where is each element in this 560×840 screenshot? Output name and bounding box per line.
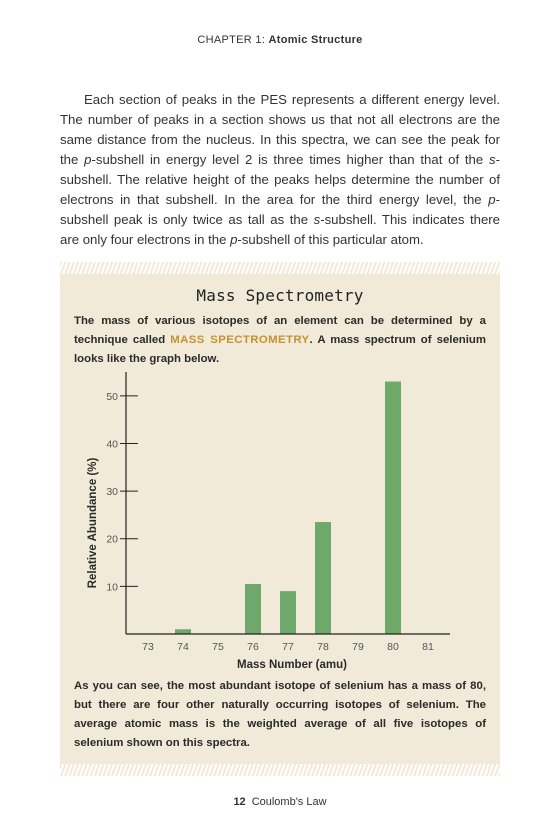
- mass-spectrum-chart: [60, 364, 500, 671]
- para-italic: p: [488, 192, 496, 207]
- x-tick-label: 73: [142, 641, 154, 653]
- sidebar-box: [60, 262, 500, 776]
- page-footer: [0, 796, 560, 808]
- para-italic: p: [230, 232, 238, 247]
- x-tick-label: 80: [387, 641, 399, 653]
- bar-74: [175, 629, 191, 634]
- para-text: -subshell of this particular atom.: [237, 232, 424, 247]
- y-axis-label: Relative Abundance (%): [87, 457, 99, 589]
- x-tick-label: 78: [317, 641, 329, 653]
- para-text: -subshell in energy level 2 is three times higher than that of the: [91, 152, 489, 167]
- sidebar-intro: [74, 312, 486, 369]
- intro-text: . A mass spectrum of selenium looks like the graph below.: [74, 334, 487, 365]
- intro-text: The mass of various isotopes of an element can be determined by a technique called: [74, 315, 486, 346]
- bar-80: [385, 382, 401, 634]
- x-tick-label: 76: [247, 641, 259, 653]
- x-axis-label: Mass Number (amu): [237, 659, 347, 671]
- y-tick-label: 30: [106, 486, 118, 499]
- page-number: 12: [233, 796, 246, 808]
- bar-76: [245, 584, 261, 634]
- x-tick-label: 79: [352, 641, 364, 653]
- sidebar-conclusion: As you can see, the most abundant isotope of selenium has a mass of 80, but there are four other naturally occurring isotopes of selenium. The average atomic mass is the weighted average of all five isotopes of selenium shown on this spectra.: [74, 680, 486, 749]
- highlight-term: MASS SPECTROMETRY: [170, 334, 310, 346]
- bar-78: [315, 522, 331, 634]
- para-text: -subshell. The relative height of the peaks helps determine the number of electrons in that subshell. In the area for the third energy level, the: [60, 152, 500, 207]
- running-header: [0, 34, 560, 46]
- book-title: Coulomb's Law: [251, 796, 327, 808]
- para-text: Each section of peaks in the PES represents a different energy level. The number of peaks in a section shows us that not all electrons are the same distance from the nucleus. In this spectra, we can see the peak for the: [60, 92, 500, 167]
- bar-77: [280, 591, 296, 634]
- body-paragraph: [60, 90, 500, 250]
- decorative-border-top: [60, 262, 500, 274]
- chapter-label: CHAPTER 1:: [197, 34, 266, 46]
- para-italic: s: [313, 212, 321, 227]
- para-italic: p: [84, 152, 92, 167]
- y-tick-label: 10: [106, 581, 118, 594]
- y-tick-label: 40: [106, 438, 118, 451]
- decorative-border-bottom: [60, 764, 500, 776]
- y-tick-label: 50: [106, 390, 118, 403]
- x-tick-label: 75: [212, 641, 224, 653]
- x-tick-label: 74: [177, 641, 189, 653]
- y-tick-label: 20: [106, 533, 118, 546]
- sidebar-title: Mass Spectrometry: [196, 286, 364, 305]
- para-text: -subshell peak is only twice as tall as the: [60, 192, 500, 227]
- chapter-title: Atomic Structure: [268, 34, 363, 46]
- para-text: -subshell. This indicates there are only four electrons in the: [60, 212, 501, 247]
- para-italic: s: [489, 152, 496, 167]
- x-tick-label: 81: [422, 641, 434, 653]
- x-tick-label: 77: [282, 641, 294, 653]
